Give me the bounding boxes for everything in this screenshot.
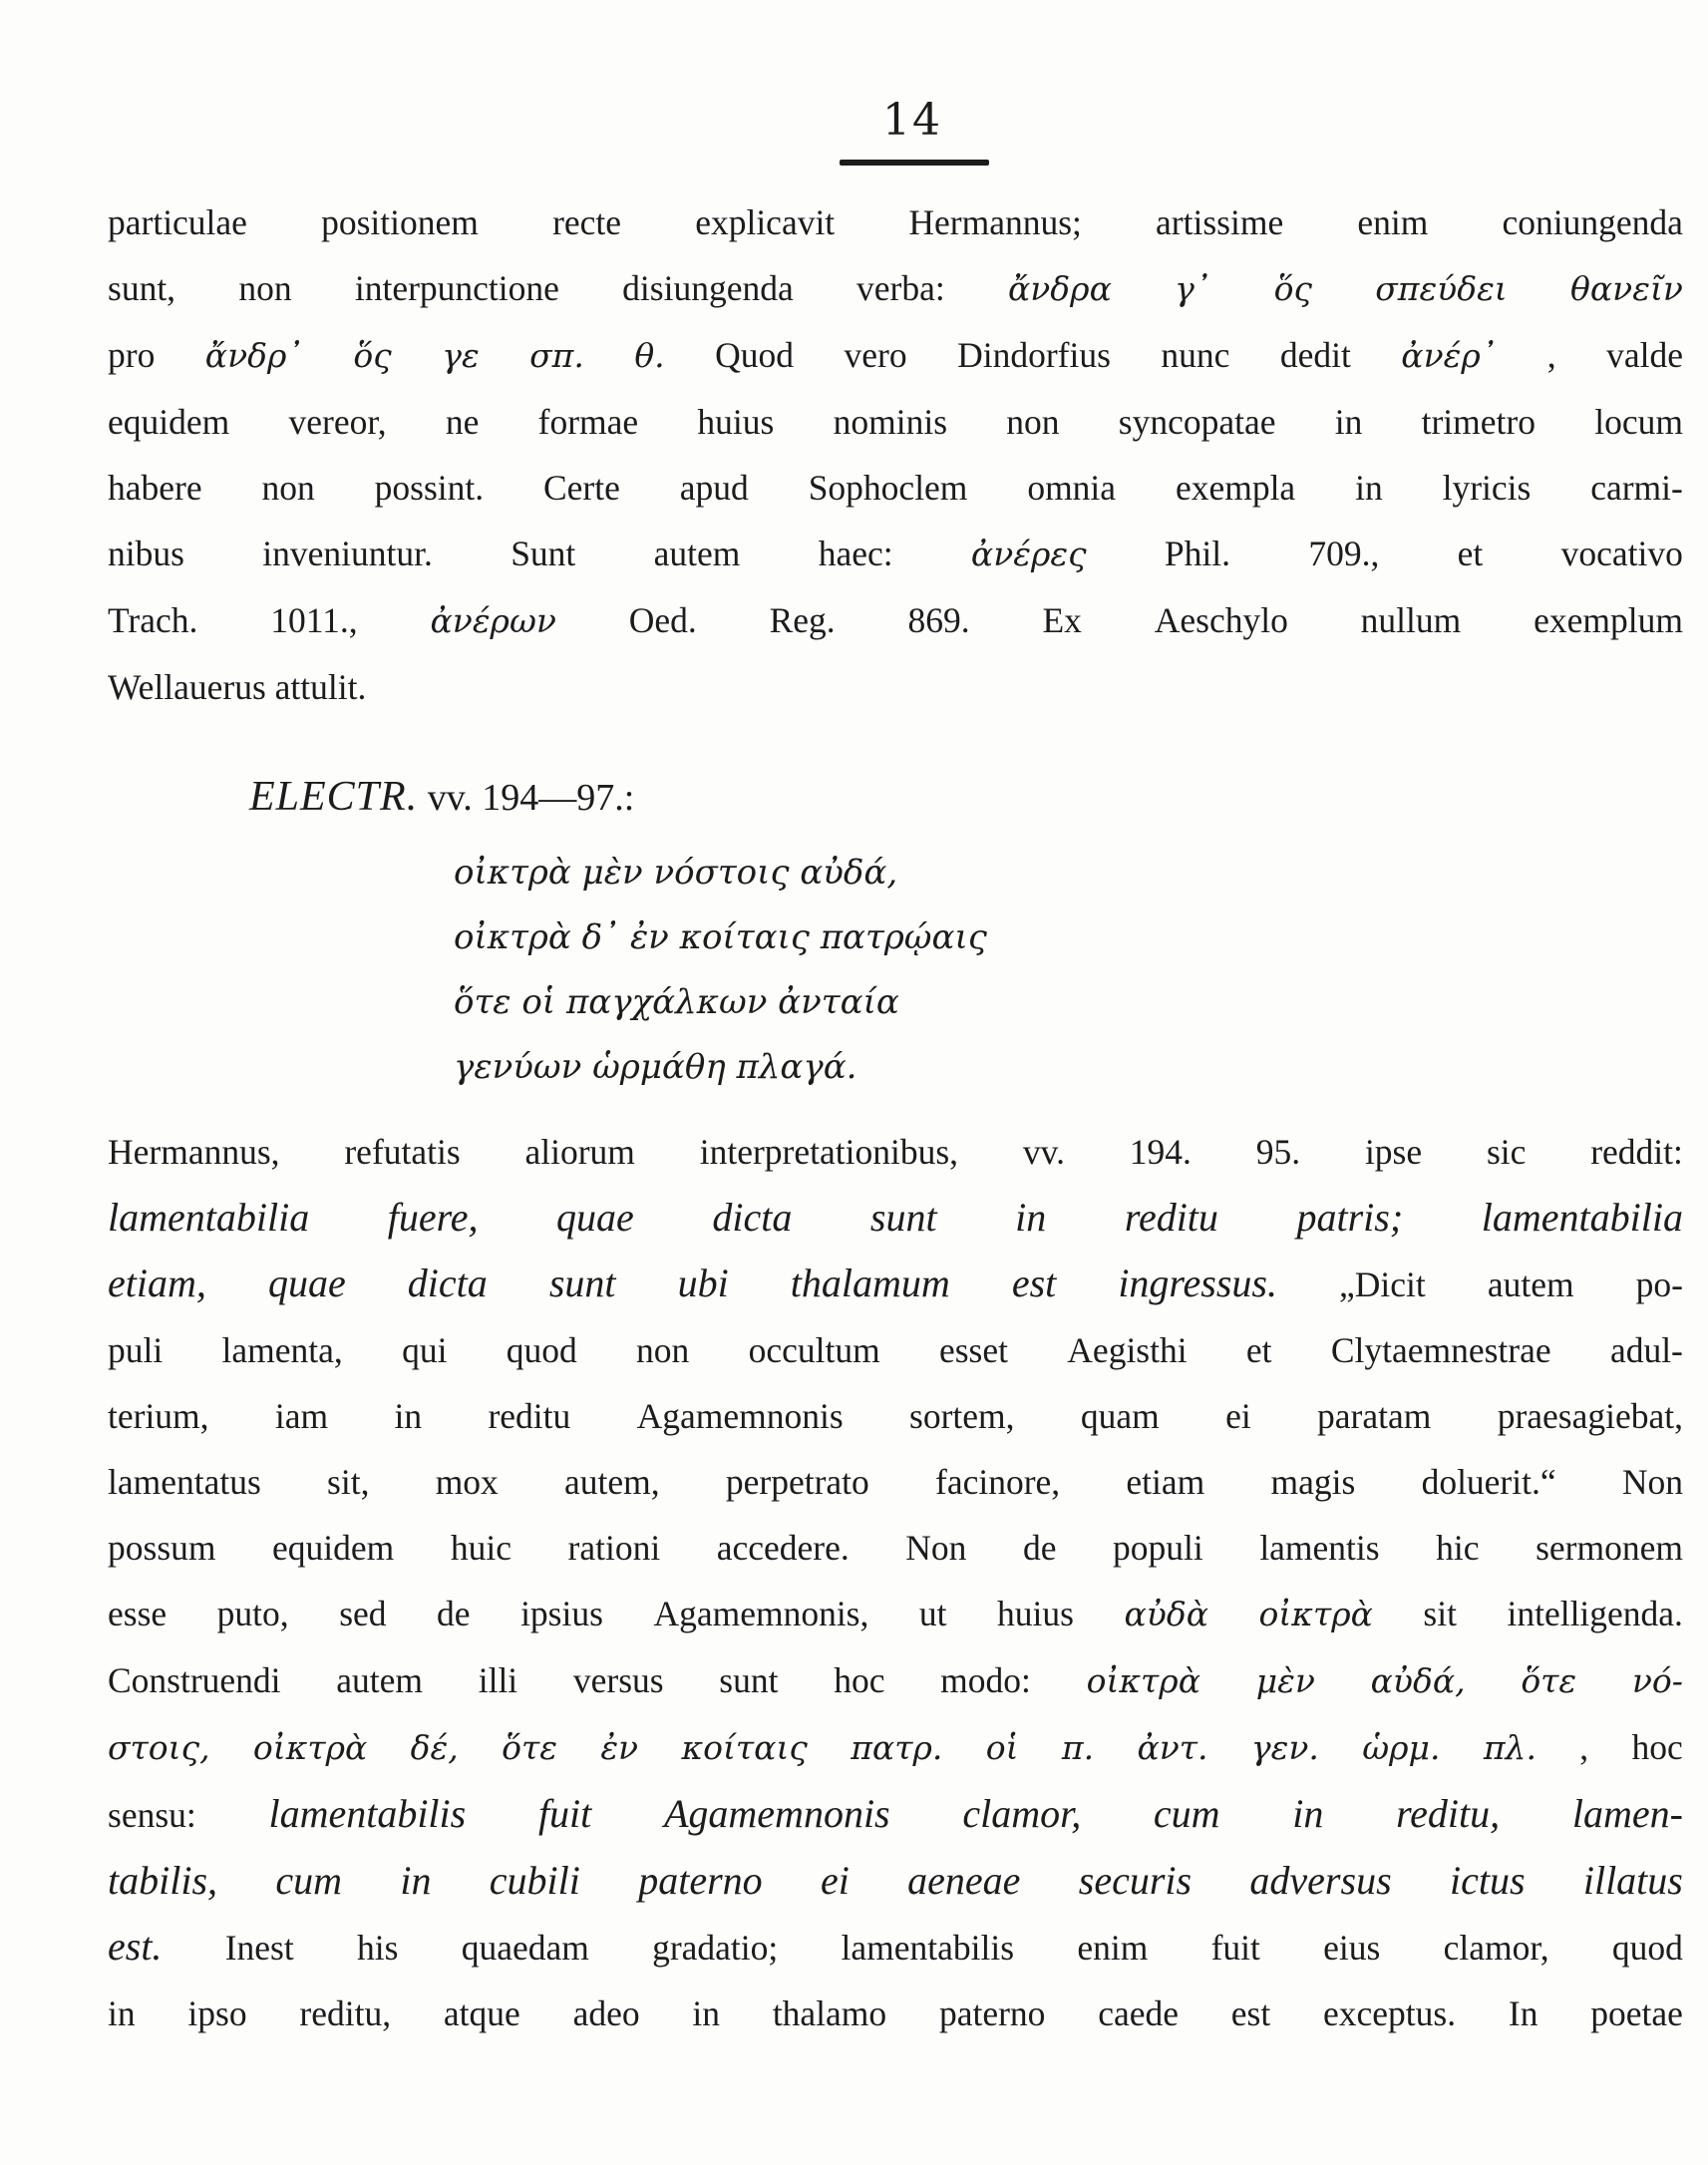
- latin-text: reddit:: [1590, 1132, 1683, 1172]
- latin-text: possum: [108, 1528, 216, 1568]
- latin-text: sermonem: [1536, 1528, 1683, 1568]
- latin-text: interpretationibus,: [699, 1132, 959, 1172]
- latin-text: enim: [1077, 1928, 1149, 1968]
- italic-translation: est: [1011, 1261, 1057, 1305]
- latin-text: Wellauerus attulit.: [108, 667, 367, 707]
- latin-text: sed: [339, 1594, 387, 1633]
- latin-text: Trach.: [108, 600, 198, 640]
- latin-text: aliorum: [524, 1132, 635, 1172]
- latin-text: in: [108, 1993, 136, 2033]
- latin-text: ut: [918, 1594, 947, 1633]
- italic-translation: ubi: [677, 1261, 729, 1305]
- latin-text: ne: [445, 402, 480, 442]
- italic-translation: ingressus.: [1118, 1261, 1277, 1305]
- italic-translation: adversus: [1249, 1858, 1392, 1903]
- latin-text: explicavit: [695, 202, 836, 242]
- latin-text: haec:: [818, 534, 893, 573]
- latin-text: ipso: [187, 1993, 247, 2033]
- italic-translation: cubili: [489, 1858, 580, 1903]
- italic-translation: patris;: [1296, 1195, 1404, 1240]
- italic-translation: quae: [556, 1195, 634, 1240]
- latin-text: quod: [506, 1330, 577, 1370]
- latin-text: interpunctione: [354, 268, 559, 308]
- latin-text: esse: [108, 1594, 168, 1633]
- verse-line-4: γενύων ὡρμάθη πλαγά.: [454, 1047, 857, 1087]
- latin-text: caede: [1098, 1993, 1179, 2033]
- italic-translation: lamen-: [1571, 1791, 1683, 1836]
- italic-translation: dicta: [712, 1195, 793, 1240]
- latin-text: nibus: [108, 534, 184, 573]
- latin-text: et: [1457, 534, 1484, 573]
- greek-quotation: αὐδὰ: [1124, 1595, 1208, 1633]
- italic-translation: reditu: [1124, 1195, 1218, 1240]
- greek-quotation: θανεῖν: [1570, 269, 1683, 308]
- text-line: [108, 1383, 1683, 1449]
- latin-text: non: [238, 268, 292, 308]
- italic-translation: sunt: [869, 1195, 937, 1240]
- italic-translation: securis: [1078, 1858, 1193, 1903]
- greek-quotation: ὅς: [353, 336, 392, 375]
- text-line: [108, 1647, 1683, 1714]
- greek-quotation: γε: [442, 336, 480, 375]
- latin-text: vero: [844, 335, 907, 375]
- latin-text: Phil.: [1164, 534, 1231, 573]
- latin-text: intelligenda.: [1507, 1594, 1683, 1633]
- latin-text: vv.: [1022, 1132, 1065, 1172]
- latin-text: exemplum: [1534, 600, 1683, 640]
- latin-text: qui: [402, 1330, 448, 1370]
- latin-text: autem,: [564, 1462, 660, 1502]
- italic-translation: lamentabilia: [1481, 1195, 1683, 1240]
- italic-translation: lamentabilis: [268, 1791, 467, 1836]
- latin-text: coniungenda: [1502, 202, 1683, 242]
- latin-text: exempla: [1175, 468, 1296, 508]
- italic-translation: reditu,: [1396, 1791, 1501, 1836]
- text-line: [108, 389, 1683, 455]
- latin-text: et: [1245, 1330, 1272, 1370]
- latin-text: eius: [1323, 1928, 1381, 1968]
- paragraph-1: [108, 189, 1683, 720]
- italic-translation: cum: [275, 1858, 342, 1903]
- latin-text: 1011.,: [270, 600, 358, 640]
- latin-text: enim: [1357, 202, 1429, 242]
- greek-quotation: αὐδά,: [1370, 1661, 1466, 1700]
- latin-text: trimetro: [1421, 402, 1536, 442]
- italic-translation: ictus: [1449, 1858, 1526, 1903]
- italic-translation: tabilis,: [108, 1858, 218, 1903]
- greek-quotation: ἀντ.: [1137, 1728, 1208, 1767]
- latin-text: nunc: [1161, 335, 1230, 375]
- latin-text: Inest: [224, 1928, 294, 1968]
- text-line: [108, 1119, 1683, 1185]
- latin-text: apud: [679, 468, 749, 508]
- latin-text: equidem: [108, 402, 230, 442]
- text-line: [108, 521, 1683, 587]
- greek-quotation: ἐν: [600, 1728, 639, 1767]
- italic-translation: fuere,: [387, 1195, 479, 1240]
- text-line: [108, 1781, 1683, 1848]
- latin-text: de: [1022, 1528, 1057, 1568]
- latin-text: lamenta,: [221, 1330, 343, 1370]
- section-heading: [249, 773, 634, 821]
- latin-text: iam: [274, 1396, 329, 1436]
- greek-quotation: ἀνέρων: [430, 601, 556, 640]
- latin-text: omnia: [1027, 468, 1117, 508]
- latin-text: puli: [108, 1330, 164, 1370]
- latin-text: autem: [336, 1660, 424, 1700]
- text-line: [108, 1251, 1683, 1317]
- latin-text: huius: [997, 1594, 1074, 1633]
- italic-translation: est.: [108, 1924, 163, 1969]
- latin-text: magis: [1270, 1462, 1356, 1502]
- latin-text: Sunt: [511, 534, 576, 573]
- text-line: [108, 654, 1683, 720]
- latin-text: nominis: [833, 402, 948, 442]
- latin-text: exceptus.: [1323, 1993, 1457, 2033]
- latin-text: perpetrato: [725, 1462, 869, 1502]
- latin-text: puto,: [216, 1594, 289, 1633]
- text-line: [108, 1515, 1683, 1581]
- latin-text: ei: [1225, 1396, 1251, 1436]
- latin-text: habere: [108, 468, 202, 508]
- italic-translation: in: [400, 1858, 432, 1903]
- latin-text: in: [1355, 468, 1383, 508]
- verse-line-3: ὅτε οἱ παγχάλκων ἀνταία: [454, 982, 899, 1022]
- latin-text: sunt: [719, 1660, 779, 1700]
- latin-text: est: [1230, 1993, 1271, 2033]
- latin-text: Ex: [1042, 600, 1082, 640]
- latin-text: Construendi: [108, 1660, 281, 1700]
- italic-translation: ei: [820, 1858, 850, 1903]
- latin-text: sic: [1486, 1132, 1527, 1172]
- latin-text: Non: [1621, 1462, 1683, 1502]
- latin-text: vereor,: [288, 402, 387, 442]
- latin-text: autem: [653, 534, 741, 573]
- latin-text: modo:: [940, 1660, 1031, 1700]
- latin-text: facinore,: [935, 1462, 1061, 1502]
- latin-text: ipse: [1364, 1132, 1423, 1172]
- latin-text: recte: [552, 202, 622, 242]
- latin-text: sunt,: [108, 268, 176, 308]
- greek-quotation: ἄνδρα: [1007, 269, 1112, 308]
- italic-translation: Agamemnonis: [663, 1791, 890, 1836]
- latin-text: „Dicit: [1339, 1264, 1426, 1304]
- text-line: [108, 255, 1683, 322]
- latin-text: clamor,: [1443, 1928, 1549, 1968]
- text-line: [108, 1317, 1683, 1383]
- latin-text: 869.: [907, 600, 970, 640]
- italic-translation: sunt: [548, 1261, 616, 1305]
- latin-text: non: [261, 468, 315, 508]
- latin-text: hic: [1436, 1528, 1480, 1568]
- greek-quotation: νό-: [1631, 1661, 1683, 1700]
- latin-text: autem: [1487, 1264, 1574, 1304]
- latin-text: reditu: [488, 1396, 571, 1436]
- latin-text: Aeschylo: [1154, 600, 1288, 640]
- latin-text: In: [1508, 1993, 1538, 2033]
- latin-text: esset: [938, 1330, 1008, 1370]
- greek-quotation: ὡρμ.: [1362, 1728, 1441, 1767]
- text-line: [108, 322, 1683, 389]
- latin-text: artissime: [1156, 202, 1284, 242]
- latin-text: possint.: [374, 468, 485, 508]
- text-line: [108, 455, 1683, 521]
- italic-translation: thalamum: [790, 1261, 950, 1305]
- latin-text: lamentabilis: [841, 1928, 1015, 1968]
- latin-text: sortem,: [909, 1396, 1015, 1436]
- greek-quotation: ὅτε: [502, 1728, 557, 1767]
- latin-text: populi: [1113, 1528, 1203, 1568]
- greek-quotation: ὅς: [1273, 269, 1312, 308]
- latin-text: fuit: [1210, 1928, 1260, 1968]
- latin-text: paterno: [938, 1993, 1046, 2033]
- latin-text: ,: [1579, 1727, 1589, 1767]
- greek-quotation: θ.: [634, 336, 665, 375]
- latin-text: Reg.: [769, 600, 836, 640]
- latin-text: dedit: [1279, 335, 1351, 375]
- latin-text: Sophoclem: [808, 468, 968, 508]
- latin-text: occultum: [748, 1330, 880, 1370]
- greek-quotation: γ᾽: [1175, 269, 1211, 308]
- latin-text: gradatio;: [652, 1928, 779, 1968]
- latin-text: huius: [697, 402, 775, 442]
- latin-text: 709.,: [1308, 534, 1380, 573]
- page-number-rule: [840, 160, 989, 166]
- latin-text: 194.: [1129, 1132, 1192, 1172]
- latin-text: quam: [1080, 1396, 1160, 1436]
- verse-line-2: οἰκτρὰ δ᾽ ἐν κοίταις πατρῴαις: [454, 917, 987, 957]
- latin-text: inveniuntur.: [262, 534, 433, 573]
- latin-text: Non: [905, 1528, 967, 1568]
- latin-text: rationi: [567, 1528, 661, 1568]
- latin-text: Oed.: [628, 600, 697, 640]
- latin-text: Quod: [715, 335, 795, 375]
- latin-text: verba:: [855, 268, 945, 308]
- latin-text: po-: [1635, 1264, 1683, 1304]
- text-line: [108, 1581, 1683, 1647]
- latin-text: Clytaemnestrae: [1330, 1330, 1551, 1370]
- latin-text: Agamemnonis: [636, 1396, 844, 1436]
- latin-text: ,: [1546, 335, 1556, 375]
- latin-text: his: [356, 1928, 399, 1968]
- italic-translation: fuit: [537, 1791, 592, 1836]
- latin-text: atque: [443, 1993, 520, 2033]
- greek-quotation: κοίταις: [681, 1728, 808, 1767]
- latin-text: lamentis: [1259, 1528, 1380, 1568]
- latin-text: formae: [537, 402, 639, 442]
- heading-title: ELECTR.: [249, 774, 419, 820]
- latin-text: etiam: [1126, 1462, 1205, 1502]
- greek-quotation: πατρ.: [851, 1728, 943, 1767]
- text-line: [108, 1848, 1683, 1914]
- latin-text: Dindorfius: [957, 335, 1111, 375]
- latin-text: terium,: [108, 1396, 209, 1436]
- latin-text: Certe: [543, 468, 620, 508]
- latin-text: poetae: [1590, 1993, 1683, 2033]
- latin-text: thalamo: [772, 1993, 887, 2033]
- latin-text: refutatis: [344, 1132, 461, 1172]
- italic-translation: cum: [1153, 1791, 1220, 1836]
- latin-text: locum: [1594, 402, 1683, 442]
- latin-text: positionem: [321, 202, 479, 242]
- latin-text: quaedam: [461, 1928, 589, 1968]
- latin-text: reditu,: [299, 1993, 392, 2033]
- latin-text: hoc: [1631, 1727, 1683, 1767]
- greek-quotation: ἀνέρες: [970, 535, 1087, 573]
- italic-translation: clamor,: [962, 1791, 1082, 1836]
- latin-text: ipsius: [520, 1594, 603, 1633]
- latin-text: sit: [1423, 1594, 1457, 1633]
- greek-quotation: οἰκτρὰ: [1086, 1661, 1200, 1700]
- latin-text: adeo: [572, 1993, 640, 2033]
- latin-text: huic: [450, 1528, 512, 1568]
- latin-text: pro: [108, 335, 156, 375]
- latin-text: accedere.: [716, 1528, 850, 1568]
- heading-verse-reference: vv. 194—97.:: [418, 777, 635, 819]
- greek-quotation: ἄνδρ᾽: [204, 336, 303, 375]
- latin-text: paratam: [1317, 1396, 1432, 1436]
- italic-translation: lamentabilia: [108, 1195, 310, 1240]
- text-line: [108, 1449, 1683, 1515]
- greek-quotation: οἱ: [985, 1728, 1019, 1767]
- greek-quotation: π.: [1061, 1728, 1095, 1767]
- italic-translation: paterno: [638, 1858, 763, 1903]
- latin-text: in: [692, 1993, 721, 2033]
- italic-translation: aeneae: [907, 1858, 1021, 1903]
- latin-text: 95.: [1255, 1132, 1301, 1172]
- italic-translation: in: [1015, 1195, 1047, 1240]
- latin-text: non: [1006, 402, 1060, 442]
- greek-quotation: οἰκτρὰ: [1258, 1595, 1373, 1633]
- greek-quotation: δέ,: [410, 1728, 459, 1767]
- greek-quotation: πλ.: [1483, 1728, 1537, 1767]
- latin-text: particulae: [108, 202, 247, 242]
- text-line: [108, 1185, 1683, 1251]
- latin-text: carmi-: [1590, 468, 1683, 508]
- text-line: [108, 1914, 1683, 1981]
- latin-text: syncopatae: [1118, 402, 1276, 442]
- latin-text: quod: [1611, 1928, 1683, 1968]
- latin-text: lyricis: [1442, 468, 1532, 508]
- italic-translation: in: [1292, 1791, 1324, 1836]
- latin-text: doluerit.“: [1421, 1462, 1556, 1502]
- text-line: [108, 1714, 1683, 1781]
- greek-quotation: οἰκτρὰ: [252, 1728, 368, 1767]
- greek-quotation: ἀνέρ᾽: [1401, 336, 1498, 375]
- italic-translation: etiam,: [108, 1261, 206, 1305]
- latin-text: de: [437, 1594, 471, 1633]
- latin-text: sensu:: [108, 1795, 196, 1835]
- latin-text: sit,: [327, 1462, 370, 1502]
- latin-text: nullum: [1360, 600, 1462, 640]
- latin-text: in: [394, 1396, 423, 1436]
- latin-text: lamentatus: [108, 1462, 261, 1502]
- latin-text: Aegisthi: [1067, 1330, 1188, 1370]
- latin-text: illi: [478, 1660, 518, 1700]
- latin-text: valde: [1606, 335, 1683, 375]
- greek-quotation: ὅτε: [1521, 1661, 1577, 1700]
- italic-translation: quae: [267, 1261, 346, 1305]
- text-line: [108, 1981, 1683, 2046]
- latin-text: adul-: [1609, 1330, 1683, 1370]
- latin-text: disiungenda: [622, 268, 794, 308]
- verse-line-1: οἰκτρὰ μὲν νόστοις αὐδά,: [454, 853, 898, 893]
- greek-quotation: σπεύδει: [1375, 269, 1508, 308]
- latin-text: in: [1334, 402, 1363, 442]
- latin-text: mox: [435, 1462, 499, 1502]
- latin-text: non: [636, 1330, 690, 1370]
- greek-quotation: σπ.: [529, 336, 584, 375]
- latin-text: hoc: [834, 1660, 885, 1700]
- italic-translation: dicta: [407, 1261, 488, 1305]
- latin-text: Hermannus;: [908, 202, 1082, 242]
- latin-text: versus: [572, 1660, 664, 1700]
- latin-text: Agamemnonis,: [653, 1594, 869, 1633]
- text-line: [108, 587, 1683, 654]
- latin-text: vocativo: [1560, 534, 1683, 573]
- text-line: [108, 189, 1683, 255]
- greek-quotation: γεν.: [1250, 1728, 1319, 1767]
- latin-text: Hermannus,: [108, 1132, 280, 1172]
- italic-translation: illatus: [1582, 1858, 1683, 1903]
- latin-text: equidem: [272, 1528, 395, 1568]
- latin-text: praesagiebat,: [1497, 1396, 1683, 1436]
- greek-quotation: μὲν: [1255, 1661, 1315, 1700]
- paragraph-2: [108, 1119, 1683, 2046]
- page-number: 14: [882, 95, 942, 146]
- greek-quotation: στοις,: [108, 1728, 210, 1767]
